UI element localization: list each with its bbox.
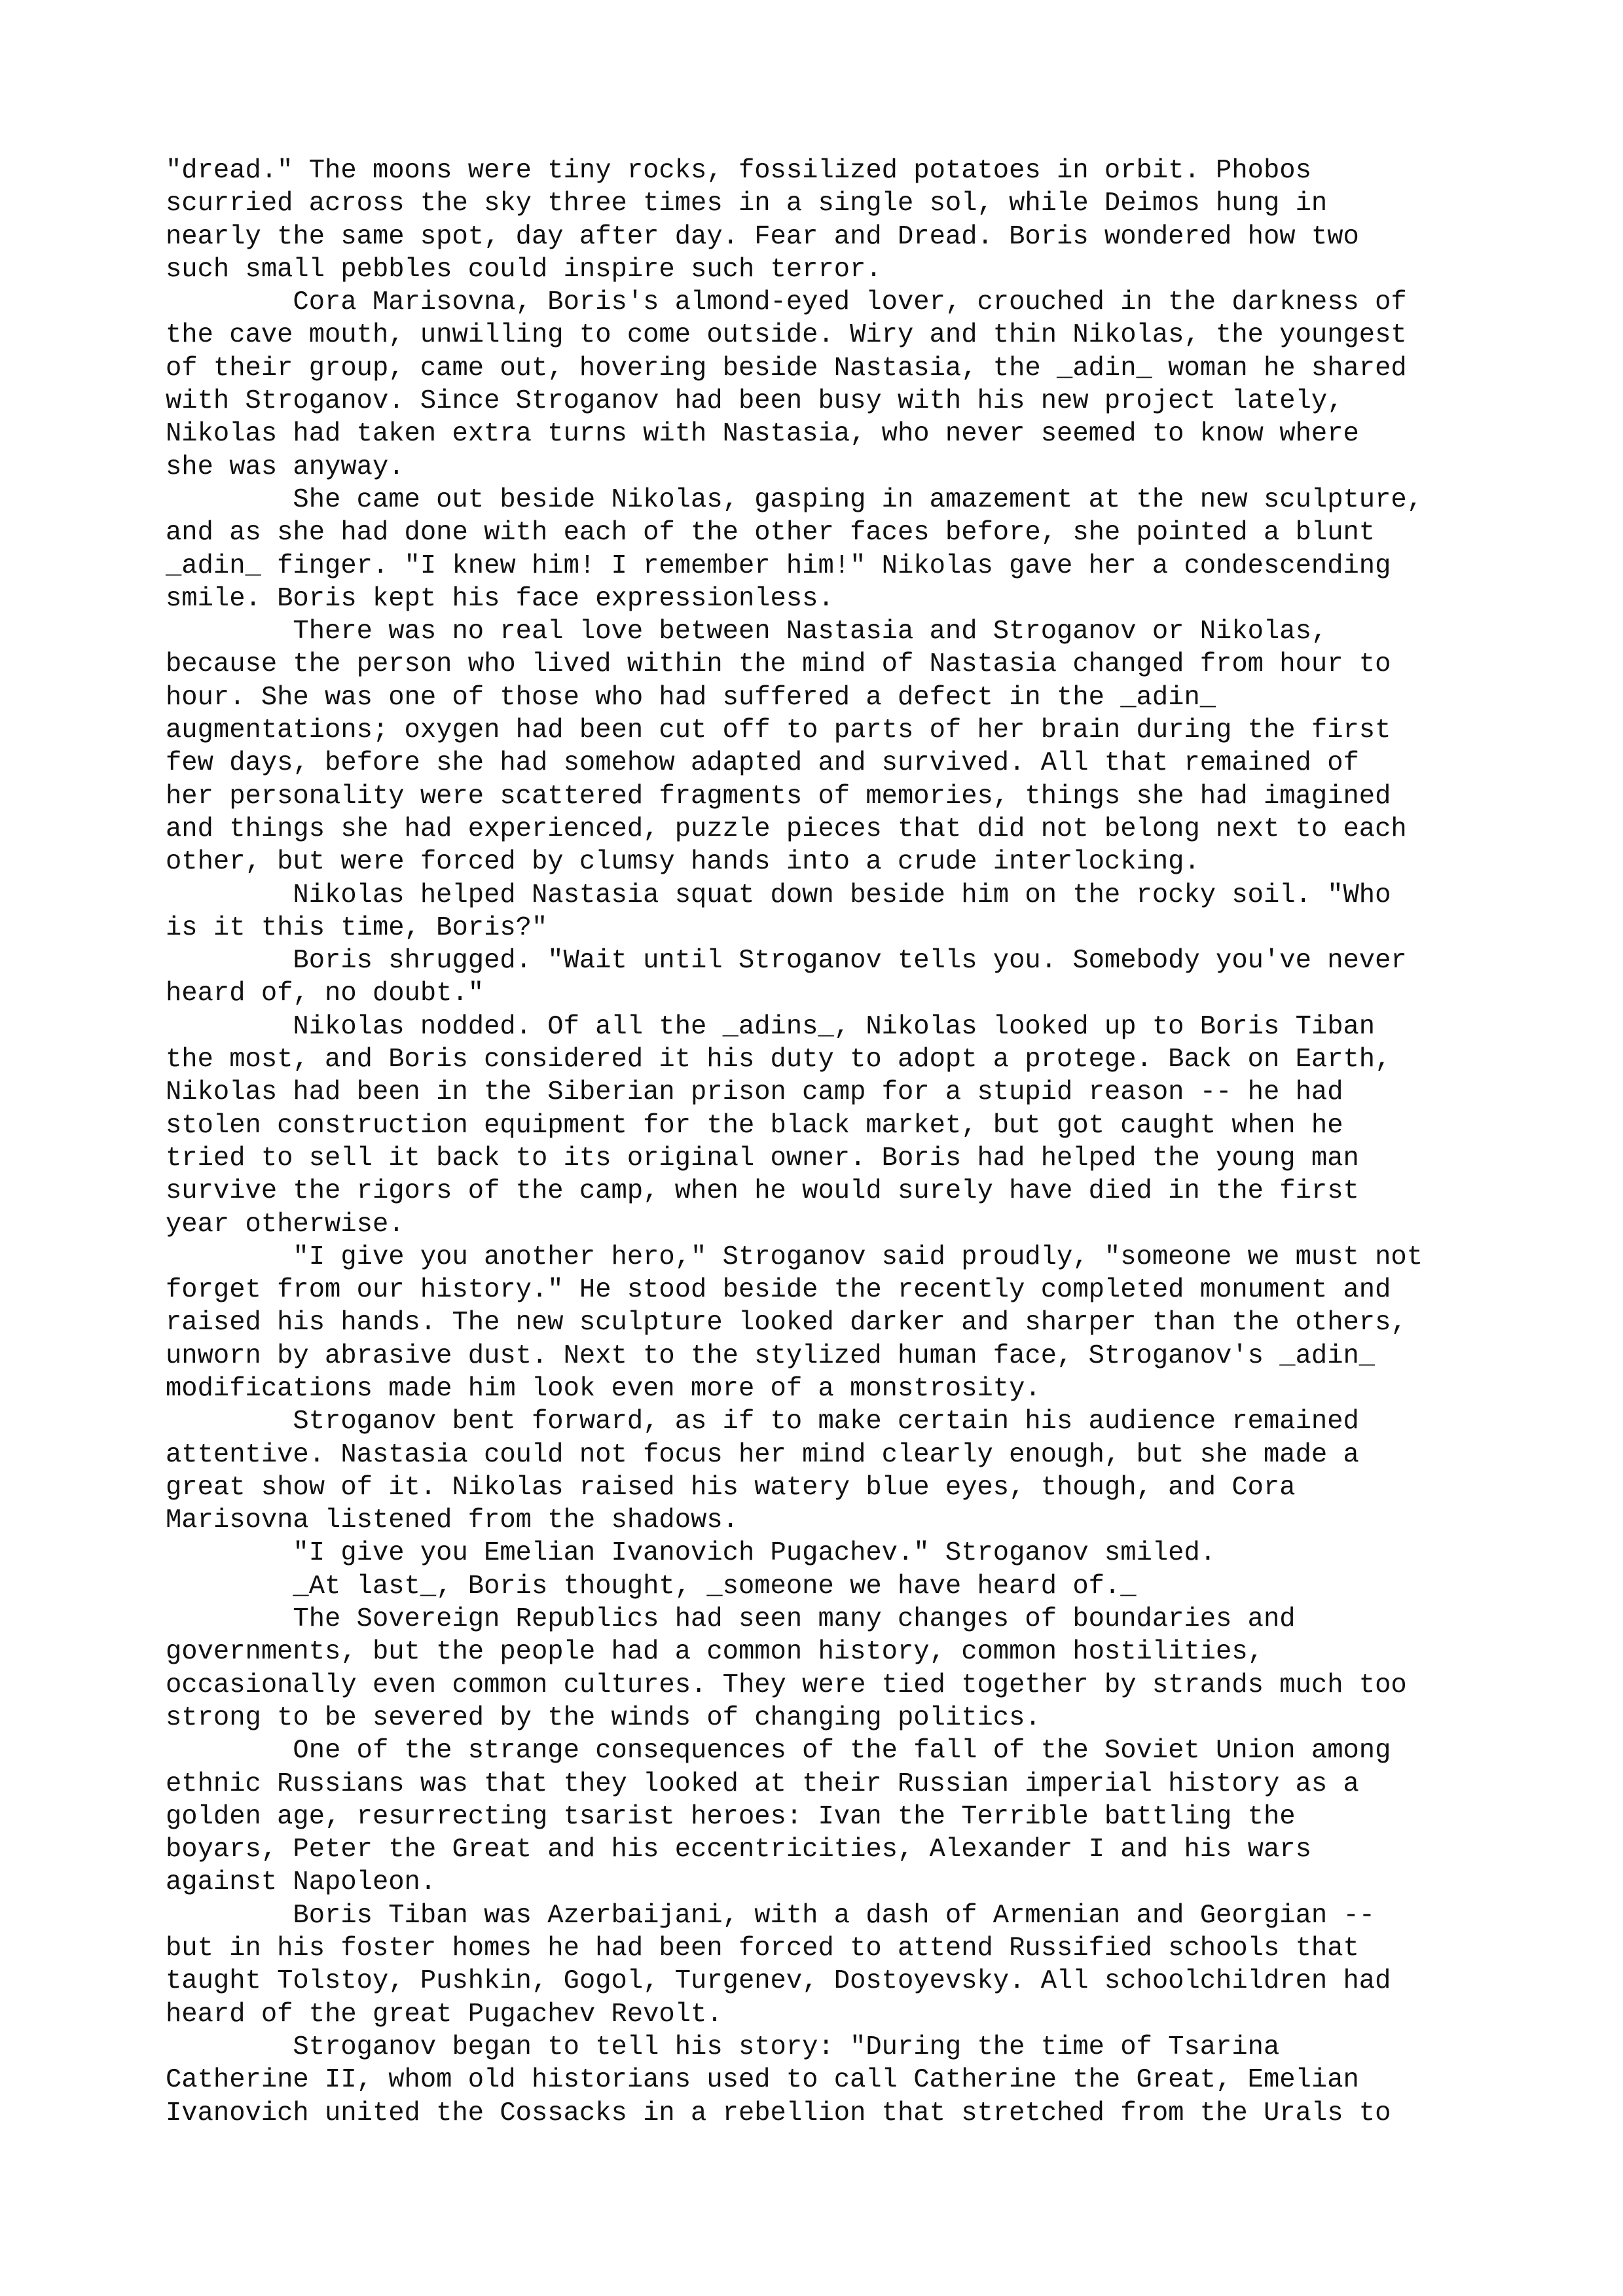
text-line: with Stroganov. Since Stroganov had been busy with his new project lately, [166,386,1343,417]
text-line: Marisovna listened from the shadows. [166,1505,739,1536]
text-line: taught Tolstoy, Pushkin, Gogol, Turgenev, Dostoyevsky. All schoolchildren had [166,1966,1391,1997]
text-line: smile. Boris kept his face expressionless. [166,583,834,614]
text-line: ethnic Russians was that they looked at their Russian imperial history as a [166,1768,1359,1799]
text-line: raised his hands. The new sculpture looked darker and sharper than the others, [166,1308,1407,1338]
text-line: survive the rigors of the camp, when he would surely have died in the first [166,1176,1359,1207]
text-line: unworn by abrasive dust. Next to the stylized human face, Stroganov's _adin_ [166,1340,1376,1371]
text-line: "I give you Emelian Ivanovich Pugachev." Stroganov smiled. [166,1538,1216,1569]
text-line: There was no real love between Nastasia and Stroganov or Nikolas, [166,617,1328,647]
text-line: Cora Marisovna, Boris's almond-eyed lover, crouched in the darkness of [166,287,1407,318]
text-line: strong to be severed by the winds of changing politics. [166,1702,1041,1733]
text-line: forget from our history." He stood beside the recently completed monument and [166,1275,1391,1306]
text-line: nearly the same spot, day after day. Fear and Dread. Boris wondered how two [166,221,1359,252]
text-line: year otherwise. [166,1209,405,1240]
text-line: _adin_ finger. "I knew him! I remember him!" Nikolas gave her a condescending [166,550,1391,581]
text-line: her personality were scattered fragments of memories, things she had imagined [166,781,1391,812]
text-line: occasionally even common cultures. They were tied together by strands much too [166,1670,1407,1700]
text-line: The Sovereign Republics had seen many changes of boundaries and [166,1604,1296,1635]
text-line: boyars, Peter the Great and his eccentricities, Alexander I and his wars [166,1835,1311,1865]
text-line: the cave mouth, unwilling to come outside. Wiry and thin Nikolas, the youngest [166,320,1407,351]
text-line: scurried across the sky three times in a single sol, while Deimos hung in [166,188,1328,219]
text-line: she was anyway. [166,452,405,482]
text-line: hour. She was one of those who had suffered a defect in the _adin_ [166,682,1216,713]
text-line: tried to sell it back to its original owner. Boris had helped the young man [166,1143,1359,1174]
text-line: great show of it. Nikolas raised his watery blue eyes, though, and Cora [166,1472,1296,1503]
text-line: heard of, no doubt." [166,978,484,1009]
text-line: attentive. Nastasia could not focus her mind clearly enough, but she made a [166,1439,1359,1470]
text-line: "dread." The moons were tiny rocks, fossilized potatoes in orbit. Phobos [166,156,1311,186]
text-line: Stroganov began to tell his story: "During the time of Tsarina [166,2032,1280,2062]
body-text [166,154,1475,2130]
text-line: Boris shrugged. "Wait until Stroganov tells you. Somebody you've never [166,946,1407,977]
text-line: but in his foster homes he had been forced to attend Russified schools that [166,1933,1359,1964]
text-line: Boris Tiban was Azerbaijani, with a dash of Armenian and Georgian -- [166,1900,1376,1931]
text-line: Nikolas helped Nastasia squat down beside him on the rocky soil. "Who [166,880,1391,910]
text-line: such small pebbles could inspire such terror. [166,254,882,285]
text-line: stolen construction equipment for the black market, but got caught when he [166,1110,1343,1141]
text-line: Ivanovich united the Cossacks in a rebellion that stretched from the Urals to [166,2098,1391,2128]
text-line: Nikolas nodded. Of all the _adins_, Nikolas looked up to Boris Tiban [166,1011,1376,1042]
text-line: augmentations; oxygen had been cut off to parts of her brain during the first [166,715,1391,746]
text-line: and as she had done with each of the other faces before, she pointed a blunt [166,518,1376,548]
text-line: _At last_, Boris thought, _someone we have heard of._ [166,1571,1137,1602]
text-line: because the person who lived within the mind of Nastasia changed from hour to [166,649,1391,680]
text-line: modifications made him look even more of a monstrosity. [166,1373,1041,1404]
text-line: One of the strange consequences of the fall of the Soviet Union among [166,1736,1391,1767]
text-line: and things she had experienced, puzzle pieces that did not belong next to each [166,814,1407,844]
text-line: of their group, came out, hovering beside Nastasia, the _adin_ woman he shared [166,353,1407,384]
text-line: is it this time, Boris?" [166,912,548,943]
text-line: Nikolas had taken extra turns with Nastasia, who never seemed to know where [166,419,1359,450]
text-line: few days, before she had somehow adapted and survived. All that remained of [166,748,1359,779]
text-line: governments, but the people had a common history, common hostilities, [166,1637,1264,1668]
text-line: Catherine II, whom old historians used to call Catherine the Great, Emelian [166,2065,1359,2096]
text-line: Stroganov bent forward, as if to make certain his audience remained [166,1407,1359,1437]
text-line: She came out beside Nikolas, gasping in amazement at the new sculpture, [166,484,1423,515]
text-line: "I give you another hero," Stroganov said proudly, "someone we must not [166,1242,1423,1272]
text-line: the most, and Boris considered it his duty to adopt a protege. Back on Earth, [166,1045,1391,1075]
text-line: other, but were forced by clumsy hands into a crude interlocking. [166,847,1200,878]
text-line: Nikolas had been in the Siberian prison camp for a stupid reason -- he had [166,1077,1343,1108]
text-line: golden age, resurrecting tsarist heroes: Ivan the Terrible battling the [166,1801,1296,1832]
text-line: heard of the great Pugachev Revolt. [166,1999,723,2030]
text-line: against Napoleon. [166,1867,437,1898]
